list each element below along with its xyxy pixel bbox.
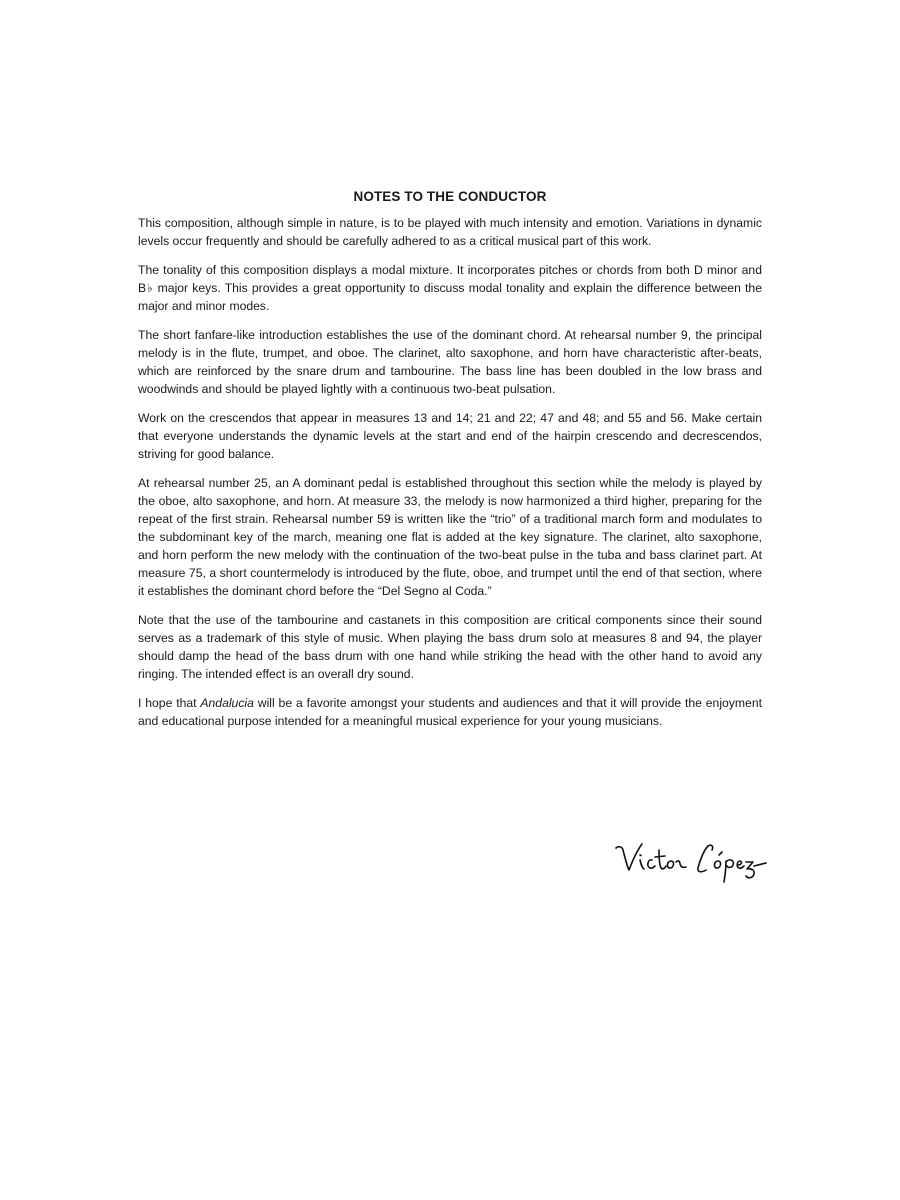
paragraph: Note that the use of the tambourine and castanets in this composition are critical components since their sound serves as a trademark of this style of music. When playing the bass drum solo at measures 8 and 94, the player should damp the head of the bass drum with one hand while striking the head with the other hand to avoid any ringing. The intended effect is an overall dry sound. bbox=[138, 613, 762, 681]
notes-body bbox=[138, 189, 762, 741]
paragraph: The short fanfare-like introduction establishes the use of the dominant chord. At rehearsal number 9, the principal melody is in the flute, trumpet, and oboe. The clarinet, alto saxophone, and horn have characteristic after-beats, which are reinforced by the snare drum and tambourine. The bass line has been doubled in the low brass and woodwinds and should be played lightly with a continuous two-beat pulsation. bbox=[138, 328, 762, 396]
page-title: NOTES TO THE CONDUCTOR bbox=[353, 189, 547, 204]
closing-text-end: will be a favorite amongst your students and audiences and that it will provide the enjoyment and educational purpose intended for a meaningful musical experience for your young musicians. bbox=[138, 696, 762, 728]
work-title: Andalucia bbox=[200, 696, 254, 710]
closing-text-start: I hope that bbox=[138, 696, 201, 710]
paragraph: This composition, although simple in nature, is to be played with much intensity and emotion. Variations in dynamic levels occur frequently and should be carefully adhered to as a critical musical part of this work. bbox=[138, 216, 762, 248]
signature-icon bbox=[608, 836, 768, 886]
paragraph: The tonality of this composition displays a modal mixture. It incorporates pitches or chords from both D minor and B♭ major keys. This provides a great opportunity to discuss modal tonality and explain the difference between the major and minor modes. bbox=[138, 263, 762, 313]
closing-paragraph bbox=[138, 694, 762, 730]
paragraph: Work on the crescendos that appear in measures 13 and 14; 21 and 22; 47 and 48; and 55 and 56. Make certain that everyone understands the dynamic levels at the start and end of the hairpin crescendo and decrescendos, striving for good balance. bbox=[138, 411, 762, 461]
paragraph: At rehearsal number 25, an A dominant pedal is established throughout this section while the melody is played by the oboe, alto saxophone, and horn. At measure 33, the melody is now harmonized a third higher, preparing for the repeat of the first strain. Rehearsal number 59 is written like the “trio” of a traditional march form and modulates to the subdominant key of the march, meaning one flat is added at the key signature. The clarinet, alto saxophone, and horn perform the new melody with the continuation of the two-beat pulse in the tuba and bass clarinet part. At measure 75, a short countermelody is introduced by the flute, oboe, and trumpet until the end of that section, where it establishes the dominant chord before the “Del Segno al Coda.” bbox=[138, 476, 762, 598]
